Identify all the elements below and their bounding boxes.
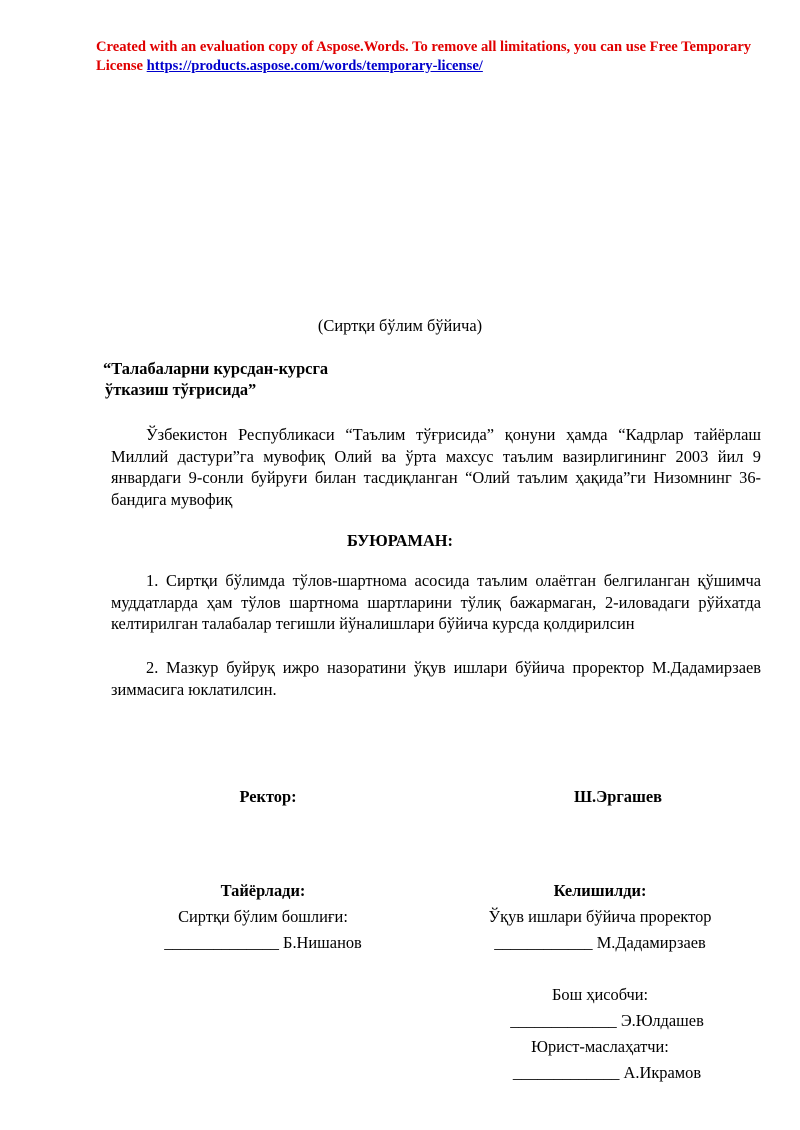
agreed-block [450,878,750,956]
prepared-role: Сиртқи бўлим бошлиғи: [178,907,348,926]
agreed-label: Келишилди: [553,881,647,900]
lawyer-signature-line: _____________ А.Икрамов [512,1063,702,1082]
preamble-paragraph: Ўзбекистон Республикаси “Таълим тўғрисида” қонуни ҳамда “Кадрлар тайёрлаш Миллий дастури”га мувофиқ Олий ва ўрта махсус таълим вазирлигининг 2003 йил 9 январдаги 9-сонли буйруғи билан тасдиқланган “Олий таълим ҳақида”ги Низомнинг 36-бандига мувофиқ [111,425,761,509]
accountant-block [450,982,750,1086]
topic-line-1: “Талабаларни курсдан-курсга [103,359,329,378]
accountant-signature-line: _____________ Э.Юлдашев [510,1011,704,1030]
rector-label: Ректор: [239,787,297,806]
topic-line-2: ўтказиш тўғрисида” [105,380,257,399]
document-subtitle: (Сиртқи бўлим бўйича) [317,316,483,335]
evaluation-watermark [96,38,756,76]
prepared-signature-line: ______________ Б.Нишанов [164,933,362,952]
prepared-label: Тайёрлади: [220,881,306,900]
prepared-block [113,878,413,956]
lawyer-role: Юрист-маслаҳатчи: [531,1037,669,1056]
order-heading: БУЮРАМАН: [346,531,453,550]
rector-name: Ш.Эргашев [574,787,662,806]
order-topic [103,358,328,400]
license-link[interactable]: https://products.aspose.com/words/temporary-license/ [146,58,483,74]
order-item-1: 1. Сиртқи бўлимда тўлов-шартнома асосида таълим олаётган белгиланган қўшимча муддатларда ҳам тўлов шартнома шартларини тўлиқ бажармаган, 2-иловадаги рўйхатда келтирилган талабалар тегишли йўналишлари бўйича курсда қолдирилсин [111,571,761,633]
agreed-role: Ўқув ишлари бўйича проректор [488,907,712,926]
order-item-2: 2. Мазкур буйруқ ижро назоратини ўқув ишлари бўйича проректор М.Дадамирзаев зиммасига юклатилсин. [111,658,761,699]
accountant-role: Бош ҳисобчи: [551,985,649,1004]
watermark-text: Created with an evaluation copy of Aspose.Words. To remove all limitations, you can use Free Temporary License [96,39,752,74]
agreed-signature-line: ____________ М.Дадамирзаев [494,933,706,952]
